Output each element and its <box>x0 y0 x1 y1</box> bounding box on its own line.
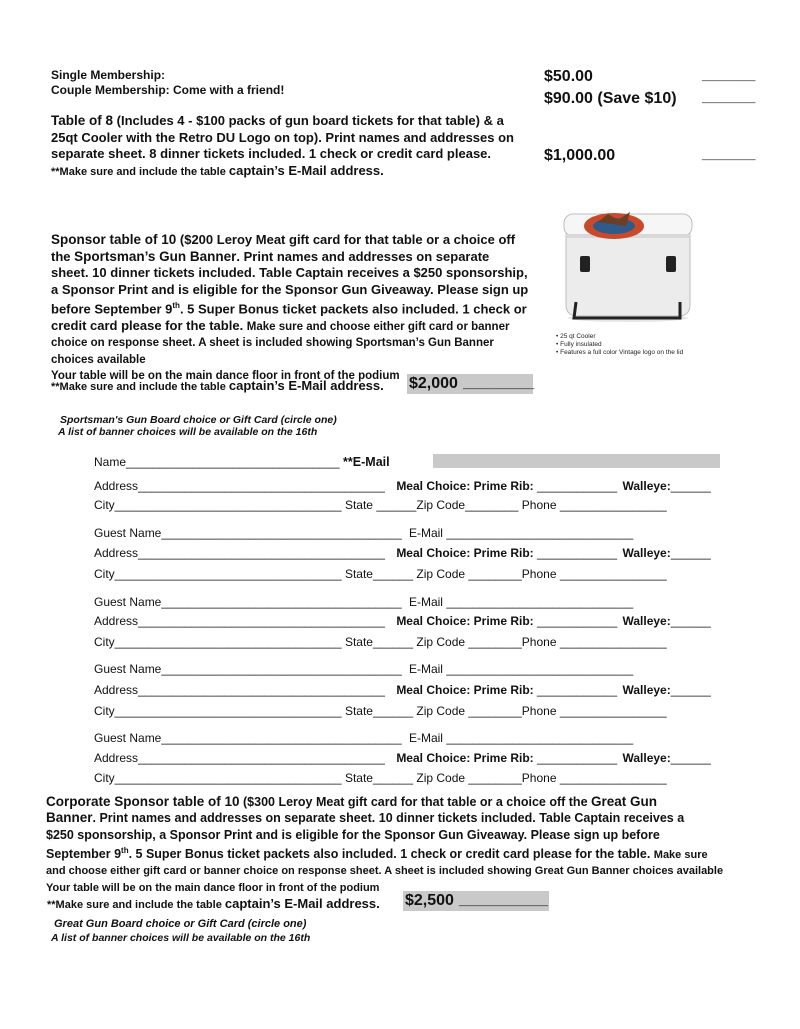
corporate-price-blank: __________ <box>459 891 548 908</box>
guest-email-label: E-Mail <box>408 662 443 676</box>
sponsor-table-description <box>51 232 541 385</box>
address-row <box>94 479 711 493</box>
table-of-8-note <box>51 163 384 178</box>
sponsor-line6-a: credit card please for the table. <box>51 317 247 333</box>
guest-email-label: E-Mail <box>408 526 443 540</box>
corporate-note-prefix: **Make sure and include the table <box>47 899 225 911</box>
walleye-label: Walleye: <box>622 479 671 493</box>
state-label: State <box>344 704 373 718</box>
sponsor-line5-pre: before September 9 <box>51 301 173 317</box>
cooler-image <box>552 206 700 324</box>
zip-field[interactable]: ________ <box>468 771 522 785</box>
couple-membership-blank[interactable]: ______ <box>702 88 756 105</box>
guest-name-field[interactable]: ____________________________________ <box>161 526 402 540</box>
prime-rib-field[interactable]: ____________ <box>537 614 618 628</box>
city-row <box>94 771 667 785</box>
single-membership-label: Single Membership: <box>51 68 166 82</box>
phone-field[interactable]: ________________ <box>559 567 667 581</box>
state-field[interactable]: ______ <box>372 771 414 785</box>
sponsor-price-blank: ________ <box>463 374 535 391</box>
corporate-line6: Your table will be on the main dance floor in front of the podium <box>46 881 380 894</box>
guest-email-label: E-Mail <box>408 731 443 745</box>
phone-label: Phone <box>521 567 557 581</box>
cooler-feature: • 25 qt Cooler <box>556 333 683 341</box>
zip-label: Zip Code <box>416 498 466 512</box>
note-bold: captain’s E-Mail address. <box>228 163 384 178</box>
corporate-sponsor-description <box>46 794 786 896</box>
walleye-field[interactable]: ______ <box>670 751 711 765</box>
guest-email-field[interactable]: ____________________________ <box>446 526 634 540</box>
guest-name-field[interactable]: ____________________________________ <box>161 662 402 676</box>
meal-label: Meal Choice: Prime Rib: <box>396 546 534 560</box>
address-field[interactable]: _____________________________________ <box>138 479 385 493</box>
address-row <box>94 751 711 765</box>
gun-board-note-line1: Sportsman's Gun Board choice or Gift Card (circle one) <box>60 414 337 426</box>
zip-label: Zip Code <box>416 771 466 785</box>
city-row <box>94 567 667 581</box>
phone-label: Phone <box>521 635 557 649</box>
sponsor-note <box>51 378 384 393</box>
sponsor-line4: a Sponsor Print and is eligible for the Sponsor Gun Giveaway. Please sign up <box>51 281 529 297</box>
prime-rib-field[interactable]: ____________ <box>537 683 618 697</box>
zip-field[interactable]: ________ <box>468 567 522 581</box>
table-of-8-line3: separate sheet. 8 dinner tickets included. 1 check or credit card please. <box>51 146 492 161</box>
guest-email-field[interactable]: ____________________________ <box>446 595 634 609</box>
corporate-line1: ($300 Leroy Meat gift card for that table or a choice off the <box>239 795 591 809</box>
table-of-8-line1: (Includes 4 - $100 packs of gun board tickets for that table) & a <box>113 113 504 128</box>
captain-email-field[interactable] <box>433 454 720 468</box>
sponsor-line6-b: Make sure and choose either gift card or banner <box>246 320 510 333</box>
sponsor-line8: choices available <box>51 353 146 366</box>
corporate-line5: and choose either gift card or banner choice on response sheet. A sheet is included showing Great Gun Banner choices available <box>46 865 724 878</box>
corporate-note-bold: captain’s E-Mail address. <box>224 896 380 911</box>
captain-name-row <box>94 455 390 469</box>
guest-name-row <box>94 662 633 676</box>
walleye-label: Walleye: <box>622 614 671 628</box>
city-label: City <box>94 635 115 649</box>
table-of-8-title: Table of 8 <box>51 113 114 128</box>
great-gun-note-line1: Great Gun Board choice or Gift Card (circle one) <box>54 918 307 930</box>
cooler-feature: • Fully insulated <box>556 341 683 349</box>
phone-label: Phone <box>521 771 557 785</box>
sponsor-line5-sup: th <box>172 301 180 310</box>
guest-name-label: Guest Name <box>94 662 162 676</box>
single-membership-price: $50.00 <box>544 68 593 85</box>
city-row <box>94 498 667 512</box>
phone-field[interactable]: ________________ <box>559 498 667 512</box>
state-label: State <box>344 567 373 581</box>
address-label: Address <box>94 479 139 493</box>
address-field[interactable]: _____________________________________ <box>138 614 385 628</box>
name-label: Name <box>94 455 127 469</box>
zip-field[interactable]: ________ <box>468 704 522 718</box>
couple-membership-price: $90.00 (Save $10) <box>544 90 677 107</box>
guest-name-row <box>94 731 633 745</box>
sponsor-line9: Your table will be on the main dance floor in front of the podium <box>51 370 400 383</box>
phone-field[interactable]: ________________ <box>559 635 667 649</box>
corporate-price: $2,500 <box>405 892 454 909</box>
guest-email-label: E-Mail <box>408 595 443 609</box>
guest-name-label: Guest Name <box>94 526 162 540</box>
sponsor-line1: ($200 Leroy Meat gift card for that table or a choice off <box>176 232 516 247</box>
guest-email-field[interactable]: ____________________________ <box>446 662 634 676</box>
walleye-field[interactable]: ______ <box>670 614 711 628</box>
zip-label: Zip Code <box>416 567 466 581</box>
great-gun-text: Great Gun <box>591 794 658 809</box>
prime-rib-field[interactable]: ____________ <box>537 479 618 493</box>
address-field[interactable]: _____________________________________ <box>138 751 385 765</box>
walleye-field[interactable]: ______ <box>670 683 711 697</box>
meal-label: Meal Choice: Prime Rib: <box>396 683 534 697</box>
corporate-price-box[interactable] <box>403 891 549 911</box>
state-field[interactable]: ______ <box>376 498 417 512</box>
great-gun-note-line2: A list of banner choices will be available on the 16th <box>51 932 311 944</box>
zip-field[interactable]: ________ <box>468 635 522 649</box>
table-of-8-blank[interactable]: ______ <box>702 145 756 162</box>
guest-name-row <box>94 595 633 609</box>
guest-name-row <box>94 526 633 540</box>
cooler-features <box>556 333 683 357</box>
meal-label: Meal Choice: Prime Rib: <box>396 614 534 628</box>
address-label: Address <box>94 683 139 697</box>
city-field[interactable]: __________________________________ <box>114 498 342 512</box>
city-field[interactable]: __________________________________ <box>114 704 342 718</box>
zip-label: Zip Code <box>416 704 466 718</box>
city-label: City <box>94 704 115 718</box>
phone-label: Phone <box>521 704 557 718</box>
city-field[interactable]: __________________________________ <box>114 567 342 581</box>
address-row <box>94 614 711 628</box>
table-of-8-price: $1,000.00 <box>544 147 616 164</box>
city-label: City <box>94 567 115 581</box>
guest-name-label: Guest Name <box>94 731 162 745</box>
walleye-field[interactable]: ______ <box>670 546 711 560</box>
city-row <box>94 704 667 718</box>
corporate-title: Corporate Sponsor table of 10 <box>46 794 240 809</box>
address-field[interactable]: _____________________________________ <box>138 683 385 697</box>
address-label: Address <box>94 546 139 560</box>
address-row <box>94 546 711 560</box>
phone-field[interactable]: ________________ <box>559 771 667 785</box>
couple-membership-label: Couple Membership: Come with a friend! <box>51 83 285 97</box>
sponsor-note-prefix: **Make sure and include the table <box>51 381 229 393</box>
name-field[interactable]: ________________________________ <box>126 455 340 469</box>
state-field[interactable]: ______ <box>372 635 414 649</box>
guest-name-label: Guest Name <box>94 595 162 609</box>
corporate-line4-sup: th <box>121 845 129 855</box>
phone-label: Phone <box>521 498 557 512</box>
state-label: State <box>344 635 373 649</box>
walleye-field[interactable]: ______ <box>670 479 711 493</box>
guest-name-field[interactable]: ____________________________________ <box>161 731 402 745</box>
city-field[interactable]: __________________________________ <box>114 635 342 649</box>
walleye-label: Walleye: <box>622 546 671 560</box>
address-label: Address <box>94 614 139 628</box>
sponsor-price-box[interactable] <box>407 374 533 394</box>
walleye-label: Walleye: <box>622 751 671 765</box>
city-field[interactable]: __________________________________ <box>114 771 342 785</box>
sponsor-price: $2,000 <box>409 375 458 392</box>
address-field[interactable]: _____________________________________ <box>138 546 385 560</box>
city-row <box>94 635 667 649</box>
corporate-line4-small: Make sure <box>653 849 708 862</box>
corporate-line4-rest: . 5 Super Bonus ticket packets also included. 1 check or credit card please for the table. <box>128 847 654 862</box>
sponsor-line5-rest: . 5 Super Bonus ticket packets also included. 1 check or <box>179 301 527 317</box>
corporate-line3: $250 sponsorship, a Sponsor Print and is eligible for the Sponsor Gun Giveaway. Please sign up before <box>46 827 660 842</box>
prime-rib-field[interactable]: ____________ <box>537 751 618 765</box>
guest-email-field[interactable]: ____________________________ <box>446 731 634 745</box>
table-of-8-description <box>51 113 531 163</box>
state-field[interactable]: ______ <box>372 704 414 718</box>
cooler-feature: • Features a full color Vintage logo on the lid <box>556 349 683 357</box>
sponsor-line7: choice on response sheet. A sheet is included showing Sportsman’s Gun Banner <box>51 337 494 350</box>
banner-text: Banner <box>46 810 93 826</box>
corporate-note <box>47 896 380 911</box>
sponsor-table-title: Sponsor table of 10 <box>51 232 177 247</box>
corporate-line4-pre: September 9 <box>46 847 122 862</box>
address-row <box>94 683 711 697</box>
state-field[interactable]: ______ <box>372 567 414 581</box>
address-label: Address <box>94 751 139 765</box>
city-label: City <box>94 498 115 512</box>
table-of-8-line2: 25qt Cooler with the Retro DU Logo on top). Print names and addresses on <box>51 129 514 145</box>
sponsor-line2-rest: . Print names and addresses on separate <box>236 248 490 264</box>
corporate-line2: . Print names and addresses on separate sheet. 10 dinner tickets included. Table Captain receives a <box>92 811 685 826</box>
zip-label: Zip Code <box>416 635 466 649</box>
note-prefix: **Make sure and include the table <box>51 166 229 178</box>
sportsmans-gun-banner-text: Sportsman’s Gun Banner <box>74 248 237 264</box>
meal-label: Meal Choice: Prime Rib: <box>396 751 534 765</box>
captain-email-label: **E-Mail <box>339 455 390 469</box>
guest-name-field[interactable]: ____________________________________ <box>161 595 402 609</box>
sponsor-note-bold: captain’s E-Mail address. <box>228 378 384 393</box>
prime-rib-field[interactable]: ____________ <box>537 546 618 560</box>
zip-field[interactable]: ________ <box>465 498 519 512</box>
meal-label: Meal Choice: Prime Rib: <box>396 479 534 493</box>
phone-field[interactable]: ________________ <box>559 704 667 718</box>
walleye-label: Walleye: <box>622 683 671 697</box>
state-label: State <box>344 498 373 512</box>
sponsor-line3: sheet. 10 dinner tickets included. Table Captain receives a $250 sponsorship, <box>51 265 528 280</box>
gun-board-note-line2: A list of banner choices will be available on the 16th <box>58 426 318 438</box>
sponsor-line2-prefix: the <box>51 248 75 264</box>
city-label: City <box>94 771 115 785</box>
state-label: State <box>344 771 373 785</box>
single-membership-blank[interactable]: ______ <box>702 66 756 83</box>
